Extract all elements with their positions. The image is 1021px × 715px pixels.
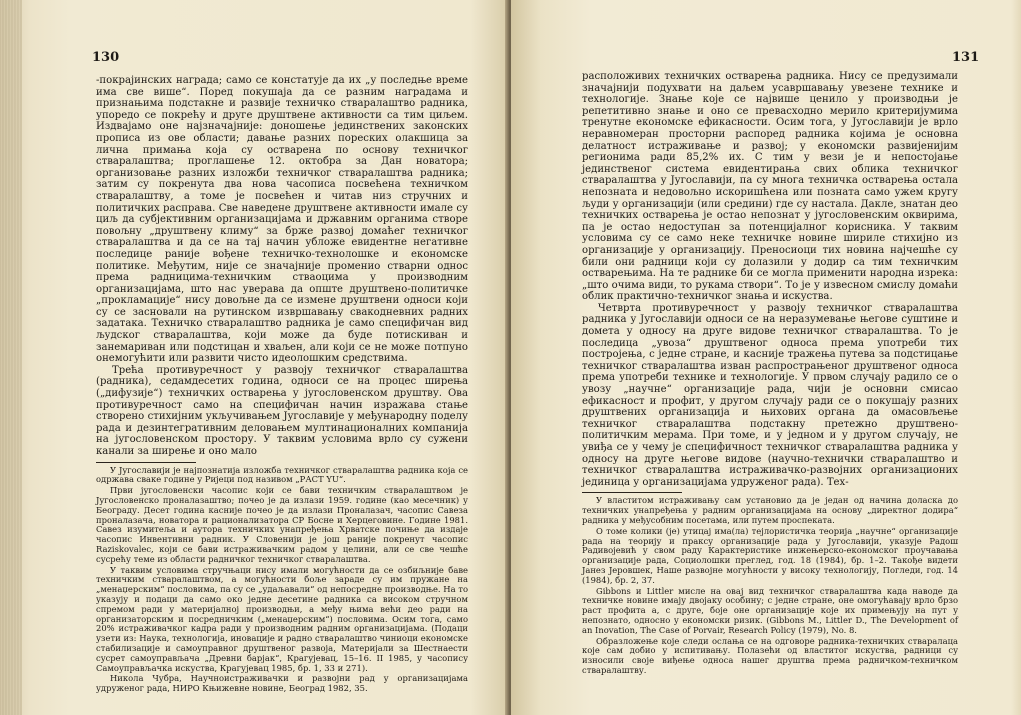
- left-paragraph-1: -покрајинских награда; само се констатује да их „у последње време има све више“. Поред покушаја да се разним наградама и признањима подстакне и развије техничко стваралаштво радника, упоредо се покрећу и друге друштвене активности са тим циљем. Издвајамо оне најзначајније: доношење јединствених законских прописа из ове области; давање разних пореских олакшица за лична примања која су остварена по основу техничког стваралаштва; проглашење 12. октобра за Дан новатора; организовање разних изложби техничког стваралаштва радника; затим су покренута два нова часописа посвећена техничком стваралаштву, а томе је посвећен и читав низ стручних и политичких расправа. Све наведене друштвене активности имале су циљ да субјективним организацијама и државним органима створе повољну „друштвену климу“ за брже развој домаћег техничког стваралаштва и да се на тај начин убложе евидентне негативне последице раније вођене техничко-технолошке и економске политике. Међутим, није се значајније променио стварни однос према радницима-техничким стваоцима у производним организацијама, што нас уверава да опште друштвено-политичке „прокламације“ нису довољне да се измене друштвени односи који су се засновали на рутинском извршавању свакодневних радних задатака. Техничко стваралаштво радника је само специфичан вид људског стваралаштва, који може да буде потискиван и занемариван или подстицан и хваљен, али који се не може потпуно онемогућити или развити чисто идеолошким средствима.: [96, 75, 468, 365]
- right-footnotes: [582, 496, 958, 675]
- page-number-right: 131: [952, 50, 980, 65]
- right-page: [511, 0, 1021, 715]
- right-footnote-4: Образложење које следи ослања се на одговоре радника-техничких стваралаца које сам добио у испитивању. Полазећи од властитог искуства, радници су износили своје виђење односа нашег друштва према радничком-техничком стваралаштву.: [582, 635, 958, 675]
- right-body: [582, 71, 958, 677]
- page-edges: [0, 0, 22, 715]
- footnote-rule-left: [96, 462, 196, 463]
- right-footnote-2: О томе колики (је) утицај има(ла) тејлористичка теорија „научне“ организације рада на теорију и праксу организације рада у Југославији, указује Радош Радивојевић у свом раду Карактеристике инжењерско-економског проучавања организације рада, Социолошки преглед, год. 18 (1984), бр. 1–2. Такође видети Јанез Јеровшек, Наше развојне могућности у високу технологију, Погледи, год. 14 (1984), бр. 2, 37.: [582, 525, 958, 585]
- left-paragraph-2: Трећа противуречност у развоју техничког стваралаштва (радника), седамдесетих година, односи се на процес ширења („дифузије“) техничких остварења у југословенском друштву. Ова противуречност само на специфичан начин изражава стање створено стихијним укључивањем Југославије у међународну поделу рада и дезинтегративним деловањем мултинационалних компанија на југословенском простору. У таквим условима врло су сужени канали за ширење и оно мало: [96, 364, 468, 457]
- right-footnote-3: Gibbons и Littler мисле на овај вид техничког стваралаштва када наводе да техничке новине имају двојаку особину; с једне стране, оне омогућавају врло брзо раст профита а, с друге, боје оне организације које их примењују на пут у непознато, односно у економски ризик. (Gibbons M., Littler D., The Development of an Inovation, The Case of Porvair, Research Policy (1979), No. 8.: [582, 585, 958, 635]
- right-paragraph-1: расположивих техничких остварења радника. Нису се предузимали значајнији подухвати на даљем усавршавању увезене технике и технологије. Знање које се највише ценило у производњи је репетитивно знање и оно се превасходно мерило критеријумима тренутне економске ефикасности. Осим тога, у Југославији је врло неравномеран просторни распоред радника којима је основна делатност истраживање и развој; у економски развијенијим регионима ради 85,2% их. С тим у вези је и непостојање јединственог система евидентирања свих облика техничког стваралаштва у Југославији, па су многа техничка остварења остала непозната и недовољно искоришћена или позната само ужем кругу људи у организацији (или средини) где су настала. Дакле, знатан део техничких остварења је остао непознат у југословенским оквирима, па је остао недоступан за потенцијалног корисника. У таквим условима су се само неке техничке новине шириле стихијно из организације у организацију. Преносиоци тих новина најчешће су били они радници који су долазили у додир са тим техничким остварењима. На те раднике би се могла применити народна изрека: „што очима види, то рукама створи“. То је у извесном смислу домаћи облик практично-техничког знања и искуства.: [582, 71, 958, 303]
- left-footnote-3: У таквим условима стручњаци нису имали могућности да се озбиљније баве техничким стваралаштвом, а могућности боље зараде су им пружане на „менаџерским“ пословима, па су се „удаљавали“ од непосредне производње. На то указују и подаци да само око једне десетине радника са високом стручном спремом ради у материјалној производњи, а међу њима већи део ради на организаторским и посредничким („менаџерским“) пословима. Осим тога, само 20% истраживачког кадра ради у производним радним организацијама. (Подаци узети из: Наука, технологија, иновације и радно стваралаштво чиниоци економске стабилизације и самоуправног друштвеног развоја, Материјали за Шестнаести сусрет самоуправљача „Древни барјак“, Крагујевац, 15–16. II 1985, у часопису Самоуправљачка искуства, Крагујевац 1985, бр. 1, 33 и 271).: [96, 564, 468, 673]
- left-footnotes: [96, 466, 468, 694]
- left-footnote-2: Први југословенски часопис који се бави техничким стваралаштвом је Југословенско проналазаштво; почео је да излази 1959. године (као месечник) у Београду. Десет година касније почео је да излази Проналазач, часопис Савеза проналазача, новатора и рационализатора СР Босне и Херцеговине. Године 1981. Савез изумитеља и аутора техничких унапређења Хрватске почиње да издаје часопис Инвентивни радник. У Словенији је још раније покренут часопис Raziskovalec, који се бави истраживачким радом у целини, али се све чешће сусрећу теме из области радничког техничког стваралаштва.: [96, 485, 468, 564]
- right-paragraph-2: Четврта противуречност у развоју техничког стваралаштва радника у Југославији односи се на неразумевање његове суштине и домета у односу на друге видове техничког стваралаштва. То је последица „увоза“ друштвеног односа према употреби тих постројења, с једне стране, и касније тражења путева за подстицање техничког стваралаштва изван распрострањеног друштвеног односа према употреби технике и технологије. У првом случају радило се о увозу „научне“ организације рада, чији је основни смисао ефикасност и профит, у другом случају ради се о покушају разних друштвених организација и њихових органа да омасовљење техничког стваралаштва подстакну претежно друштвено-политичким мерама. При томе, и у једном и у другом случају, не увиђа се у чему је специфичност техничког стваралаштва радника у односу на друге његове видове (научно-технички стваралаштво и техничког стваралаштва истраживачко-развојних организационих јединица у организацијама удруженог рада). Тех-: [582, 302, 958, 488]
- left-footnote-1: У Југославији је најпознатија изложба техничког стваралаштва радника која се одржава сваке године у Ријеци под називом „РАСТ YU“.: [96, 464, 468, 485]
- left-footnote-4: Никола Чубра, Научноистраживачки и развојни рад у организацијама удруженог рада, НИРО Књижевне новине, Београд 1982, 35.: [96, 673, 468, 694]
- right-footnote-1: У властитом истраживању сам установио да је један од начина доласка до техничких унапређења у радним организацијама на основу „директног додира“ радника у међусобним посетама, или путем проспеката.: [582, 495, 958, 525]
- left-page: [0, 0, 509, 715]
- page-number-left: 130: [92, 50, 120, 65]
- left-body: [96, 75, 468, 695]
- footnote-rule-right: [582, 492, 682, 493]
